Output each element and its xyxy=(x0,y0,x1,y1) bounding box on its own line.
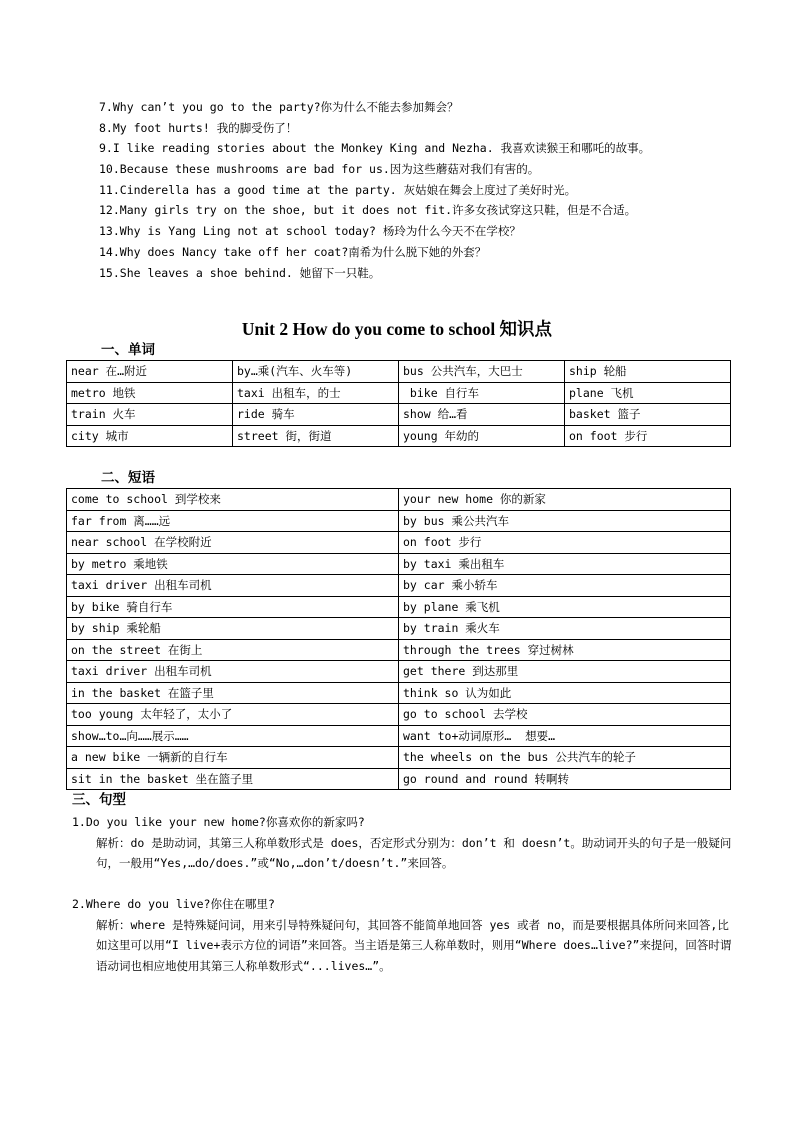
vocab-cell: bike 自行车 xyxy=(399,382,565,404)
table-row xyxy=(67,510,731,532)
phrase-cell: by ship 乘轮船 xyxy=(67,618,399,640)
table-row xyxy=(67,661,731,683)
phrase-cell: too young 太年轻了，太小了 xyxy=(67,704,399,726)
phrase-cell: on the street 在街上 xyxy=(67,639,399,661)
pattern-1 xyxy=(72,812,732,874)
phrase-cell: far from 离……远 xyxy=(67,510,399,532)
phrase-cell: taxi driver 出租车司机 xyxy=(67,575,399,597)
phrase-cell: by bus 乘公共汽车 xyxy=(399,510,731,532)
phrase-cell: by taxi 乘出租车 xyxy=(399,553,731,575)
vocab-cell: street 街，街道 xyxy=(233,425,399,447)
table-row xyxy=(67,725,731,747)
sentence-14: 14.Why does Nancy take off her coat?南希为什么脱下她的外套？ xyxy=(99,244,487,259)
table-row xyxy=(67,747,731,769)
sentence-7: 7.Why can’t you go to the party?你为什么不能去参加舞会？ xyxy=(99,100,459,114)
vocab-cell: plane 飞机 xyxy=(565,382,731,404)
pattern-question: 2.Where do you live?你住在哪里? xyxy=(72,897,275,911)
phrase-cell: the wheels on the bus 公共汽车的轮子 xyxy=(399,747,731,769)
table-row xyxy=(67,639,731,661)
phrase-cell: show…to…向……展示…… xyxy=(67,725,399,747)
phrase-table xyxy=(66,488,731,790)
phrase-cell: by plane 乘飞机 xyxy=(399,596,731,618)
phrase-cell: through the trees 穿过树林 xyxy=(399,639,731,661)
vocab-cell: train 火车 xyxy=(67,404,233,426)
phrase-cell: on foot 步行 xyxy=(399,532,731,554)
pattern-analysis: 解析：where 是特殊疑问词，用来引导特殊疑问句，其回答不能简单地回答 yes 或者 no，而是要根据具体所问来回答,比如这里可以用“I live+表示方位的词语”来回答。当主语是第三人称单数时，则用“Where does…live?”来提问，回答时谓语动词也相应地使用其第三人称单数形式“...lives…”。 xyxy=(96,917,732,973)
vocab-cell: young 年幼的 xyxy=(399,425,565,447)
sentence-10: 10.Because these mushrooms are bad for us.因为这些蘑菇对我们有害的。 xyxy=(99,162,540,177)
sentence-list xyxy=(99,97,650,283)
table-row xyxy=(67,404,731,426)
phrase-cell: sit in the basket 坐在篮子里 xyxy=(67,768,399,790)
table-row xyxy=(67,382,731,404)
phrase-cell: go to school 去学校 xyxy=(399,704,731,726)
phrase-cell: get there 到达那里 xyxy=(399,661,731,683)
vocab-cell: ride 骑车 xyxy=(233,404,399,426)
phrase-cell: go round and round 转啊转 xyxy=(399,768,731,790)
phrase-cell: your new home 你的新家 xyxy=(399,489,731,511)
table-row xyxy=(67,682,731,704)
table-row xyxy=(67,361,731,383)
table-row xyxy=(67,489,731,511)
sentence-8: 8.My foot hurts! 我的脚受伤了！ xyxy=(99,120,298,135)
table-row xyxy=(67,575,731,597)
unit-title: Unit 2 How do you come to school 知识点 xyxy=(241,319,553,339)
vocab-cell: city 城市 xyxy=(67,425,233,447)
table-row xyxy=(67,532,731,554)
sentence-12: 12.Many girls try on the shoe, but it does not fit.许多女孩试穿这只鞋，但是不合适。 xyxy=(99,203,637,218)
phrase-cell: by train 乘火车 xyxy=(399,618,731,640)
section-heading-vocab: 一、单词 xyxy=(101,342,155,358)
vocab-cell: on foot 步行 xyxy=(565,425,731,447)
vocab-table xyxy=(66,360,731,447)
table-row xyxy=(67,425,731,447)
phrase-cell: by car 乘小轿车 xyxy=(399,575,731,597)
pattern-2 xyxy=(72,894,732,976)
table-row xyxy=(67,618,731,640)
phrase-cell: by metro 乘地铁 xyxy=(67,553,399,575)
phrase-cell: think so 认为如此 xyxy=(399,682,731,704)
pattern-question: 1.Do you like your new home?你喜欢你的新家吗? xyxy=(72,815,365,829)
sentence-13: 13.Why is Yang Ling not at school today? 杨玲为什么今天不在学校？ xyxy=(99,224,521,239)
phrase-cell: a new bike 一辆新的自行车 xyxy=(67,747,399,769)
table-row xyxy=(67,704,731,726)
sentence-11: 11.Cinderella has a good time at the party. 灰姑娘在舞会上度过了美好时光。 xyxy=(99,182,577,197)
phrase-cell: want to+动词原形… 想要… xyxy=(399,725,731,747)
vocab-cell: by…乘(汽车、火车等) xyxy=(233,361,399,383)
sentence-9: 9.I like reading stories about the Monkey King and Nezha. 我喜欢读猴王和哪吒的故事。 xyxy=(99,141,651,156)
vocab-cell: near 在…附近 xyxy=(67,361,233,383)
table-row xyxy=(67,553,731,575)
vocab-cell: show 给…看 xyxy=(399,404,565,426)
phrase-cell: taxi driver 出租车司机 xyxy=(67,661,399,683)
section-heading-patterns: 三、句型 xyxy=(72,792,126,808)
vocab-cell: bus 公共汽车，大巴士 xyxy=(399,361,565,383)
section-heading-phrases: 二、短语 xyxy=(101,470,155,486)
vocab-cell: metro 地铁 xyxy=(67,382,233,404)
phrase-cell: near school 在学校附近 xyxy=(67,532,399,554)
phrase-cell: by bike 骑自行车 xyxy=(67,596,399,618)
sentence-15: 15.She leaves a shoe behind. 她留下一只鞋。 xyxy=(99,265,381,280)
table-row xyxy=(67,768,731,790)
vocab-cell: ship 轮船 xyxy=(565,361,731,383)
pattern-analysis: 解析：do 是助动词，其第三人称单数形式是 does，否定形式分别为：don’t 和 doesn’t。助动词开头的句子是一般疑问句，一般用“Yes,…do/does.”或“No,…don’t/doesn’t.”来回答。 xyxy=(96,835,732,870)
vocab-cell: basket 篮子 xyxy=(565,404,731,426)
phrase-cell: in the basket 在篮子里 xyxy=(67,682,399,704)
vocab-cell: taxi 出租车，的士 xyxy=(233,382,399,404)
phrase-cell: come to school 到学校来 xyxy=(67,489,399,511)
table-row xyxy=(67,596,731,618)
